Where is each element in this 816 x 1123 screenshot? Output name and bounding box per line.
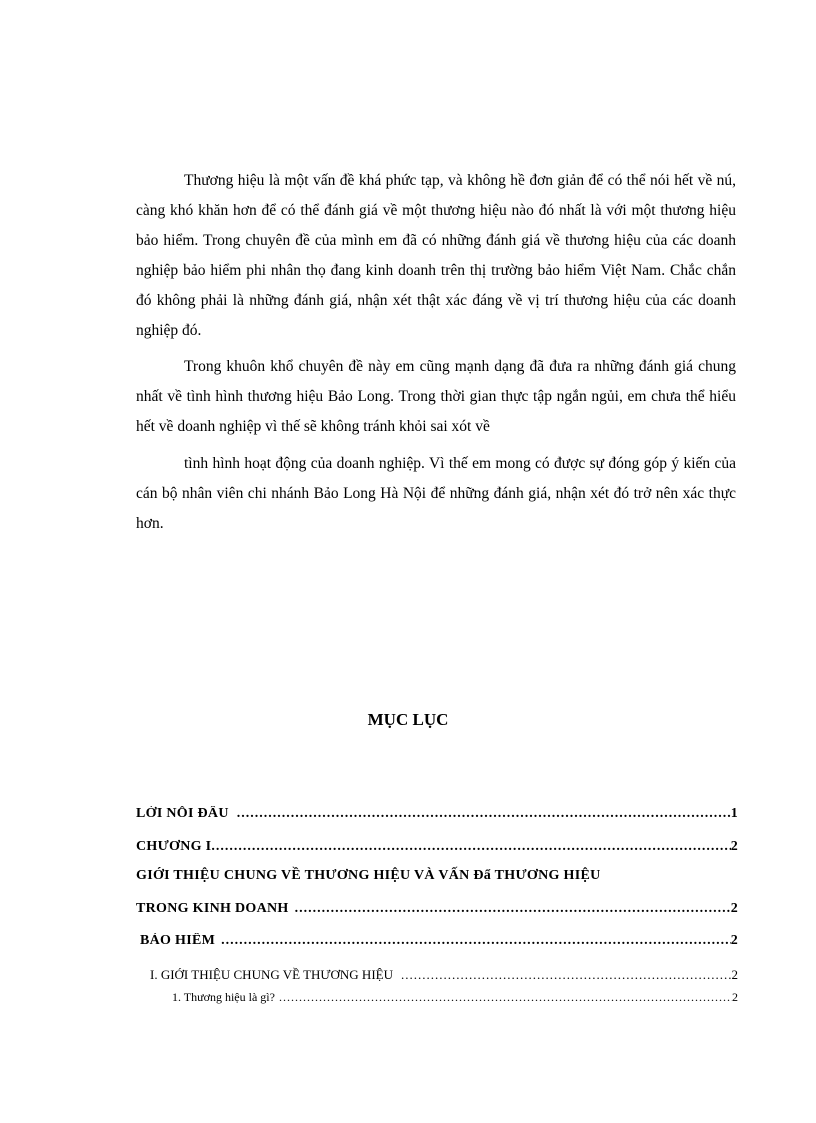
toc-entry-page: 2 [730, 839, 738, 854]
paragraph-text: Trong khuôn khổ chuyên đề này em cũng mạnh dạng đã đưa ra những đánh giá chung nhất về tình hình thương hiệu Bảo Long. Trong thời gian thực tập ngắn ngủi, em chưa thể hiểu hết về doanh nghiệp vì thế sẽ không tránh khỏi sai xót về [136, 358, 736, 435]
toc-entry-text: BẢO HIỂM [140, 933, 216, 948]
toc-entry-chapter-1[interactable] [136, 839, 738, 855]
toc-entry-page: 1 [730, 806, 738, 821]
toc-leader-dots [295, 901, 731, 917]
preface-paragraph-2 [136, 352, 736, 442]
toc-entry-preface[interactable] [136, 806, 738, 822]
toc-title: MỤC LỤC [367, 710, 449, 729]
toc-entry-page: 2 [731, 967, 738, 982]
toc-entry-text: TRONG KINH DOANH [136, 901, 289, 916]
toc-leader-dots [279, 990, 732, 1005]
toc-entry-insurance[interactable] [140, 933, 738, 949]
toc-leader-dots [401, 967, 732, 983]
toc-entry-page: 2 [732, 990, 738, 1004]
paragraph-text: tình hình hoạt động của doanh nghiệp. Vì thế em mong có được sự đóng góp ý kiến của cán bộ nhân viên chi nhánh Bảo Long Hà Nội để những đánh giá, nhận xét đó trở nên xác thực hơn. [136, 455, 736, 532]
preface-paragraph-1 [136, 166, 736, 346]
toc-leader-dots [211, 839, 730, 855]
toc-entry-text: CHƯƠNG I [136, 839, 212, 854]
toc-entry-page: 2 [730, 901, 738, 916]
toc-entry-section-1[interactable] [150, 967, 738, 983]
paragraph-text: Thương hiệu là một vấn đề khá phức tạp, và không hề đơn giản để có thể nói hết về nú, càng khó khăn hơn để có thể đánh giá về một thương hiệu nào đó nhất là với một thương hiệu bảo hiểm. Trong chuyên đề của mình em đã có những đánh giá về thương hiệu của các doanh nghiệp bảo hiểm phi nhân thọ đang kinh doanh trên thị trường bảo hiểm Việt Nam. Chắc chắn đó không phải là những đánh giá, nhận xét thật xác đáng về vị trí thương hiệu của các doanh nghiệp đó. [136, 172, 736, 339]
toc-entry-text: LỜI NỖI ĐẦU [136, 806, 229, 821]
toc-entry-chapter-title[interactable]: GIỚI THIỆU CHUNG VỀ THƯƠNG HIỆU VÀ VẤN Đẩ THƯƠNG HIỆU [136, 868, 601, 883]
toc-entry-text: 1. Thương hiệu là gì? [172, 990, 275, 1004]
toc-entry-text: I. GIỚI THIỆU CHUNG VỀ THƯƠNG HIỆU [150, 967, 393, 982]
preface-paragraph-3 [136, 449, 736, 539]
toc-entry-chapter-title-cont[interactable] [136, 901, 738, 917]
toc-entry-page: 2 [730, 933, 738, 948]
toc-leader-dots [237, 806, 731, 822]
toc-entry-subsection-1[interactable] [172, 990, 738, 1005]
toc-leader-dots [221, 933, 731, 949]
